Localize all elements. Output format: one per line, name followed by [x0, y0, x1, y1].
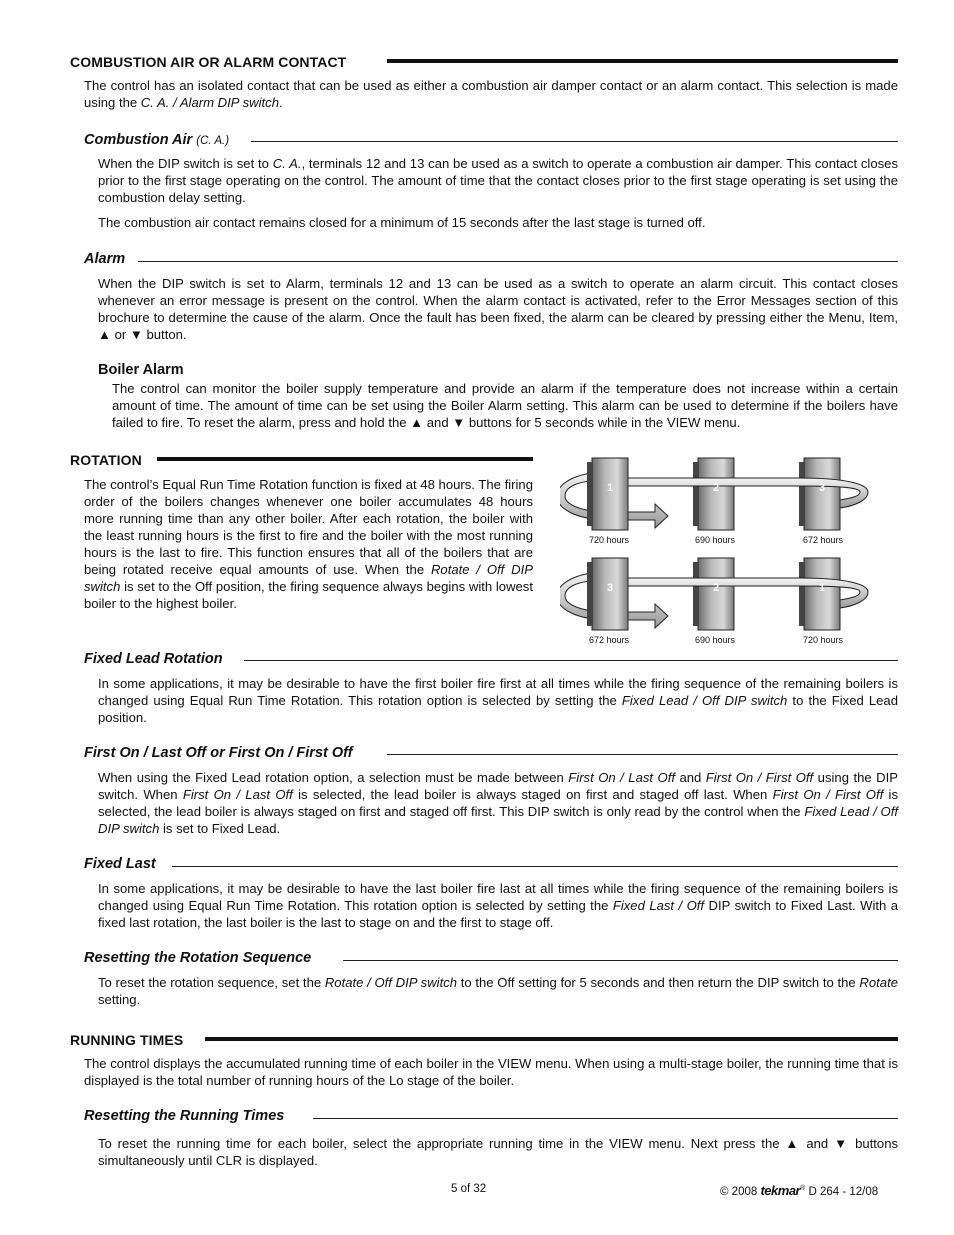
text-italic: Rotate / Off DIP switch	[324, 975, 458, 990]
paragraph-reset-running	[98, 1135, 898, 1169]
text: is set to the Off position, the firing sequence always begins with lowest boiler to the highest boiler.	[84, 579, 533, 611]
down-arrow-icon: ▼	[452, 415, 466, 430]
paragraph-running-times: The control displays the accumulated running time of each boiler in the VIEW menu. When using a multi-stage boiler, the running time that is displayed is the total number of running hours of the Lo stage of the boiler.	[84, 1056, 898, 1088]
registered-mark: ®	[800, 1185, 806, 1193]
section-heading-rotation: ROTATION	[70, 452, 142, 468]
boiler-number: 2	[712, 582, 720, 594]
text: (C. A.)	[196, 135, 230, 147]
text: and	[674, 770, 706, 785]
paragraph-combustion-air-1	[98, 155, 898, 206]
boiler-2	[698, 458, 734, 530]
boiler-number: 3	[606, 582, 614, 594]
text: In some applications, it may be desirable to have the last boiler fire last at all times while the firing sequence of the remaining boilers is changed using Equal Run Time Rotation. This rotation option is selected by setting the	[98, 881, 898, 913]
text: or	[110, 327, 130, 342]
text: is selected, the lead boiler is always staged on first and staged off last. When	[292, 787, 773, 802]
paragraph-reset-rotation	[98, 974, 898, 1008]
tekmar-logo: tekmar	[760, 1183, 801, 1198]
text: The control has an isolated contact that can be used as either a combustion air damper contact or an alarm contact. This selection is made using the	[84, 78, 898, 110]
text: button.	[142, 327, 187, 342]
text: To reset the rotation sequence, set the	[98, 975, 325, 990]
text-italic: First On / First Off	[705, 770, 814, 785]
rotation-diagram	[560, 452, 898, 650]
text: and	[423, 415, 453, 430]
text: to the Off setting for 5 seconds and then return the DIP switch to the	[457, 975, 860, 990]
text-italic: Fixed Lead / Off DIP switch	[98, 804, 898, 836]
rotation-bottom-row	[560, 558, 868, 645]
section-heading-running-times: RUNNING TIMES	[70, 1032, 184, 1048]
subheading-rule	[313, 1118, 898, 1119]
subheading-alarm: Alarm	[84, 251, 126, 267]
boiler-hours: 690 hours	[694, 635, 736, 645]
heading-rule	[205, 1037, 898, 1041]
page-number: 5 of 32	[451, 1183, 487, 1195]
boiler-number: 3	[818, 482, 826, 494]
heading-rule	[157, 457, 533, 461]
subheading-rule	[343, 960, 898, 961]
boiler-hours: 672 hours	[588, 635, 630, 645]
boiler-1-side	[587, 462, 593, 526]
copyright: © 2008	[720, 1186, 758, 1198]
document-code: D 264 - 12/08	[808, 1186, 879, 1198]
down-arrow-icon: ▼	[129, 327, 143, 342]
subheading-rule	[251, 141, 898, 142]
paragraph-first-on	[98, 769, 898, 837]
boiler-hours: 672 hours	[802, 535, 844, 545]
text: The control can monitor the boiler supply temperature and provide an alarm if the temperature does not increase within a certain amount of time. The amount of time can be set using the Boiler Alarm setting. This alarm can be used to determine if the boilers have failed to fire. To reset the alarm, press and hold the	[112, 381, 898, 430]
subheading-first-on: First On / Last Off or First On / First Off	[84, 745, 353, 761]
boiler-2	[698, 558, 734, 630]
text-italic: First On / First Off	[772, 787, 884, 802]
boiler-2-side	[693, 462, 699, 526]
boiler-hours: 690 hours	[694, 535, 736, 545]
text: setting.	[98, 992, 141, 1007]
subheading-boiler-alarm: Boiler Alarm	[98, 362, 184, 378]
section-heading-combustion: COMBUSTION AIR OR ALARM CONTACT	[70, 54, 347, 70]
paragraph-rotation	[84, 476, 533, 612]
text: to the Fixed Lead position.	[98, 693, 898, 725]
boiler-2-side	[693, 562, 699, 626]
text-italic: Rotate / Off DIP switch	[84, 562, 533, 594]
text: and	[800, 1136, 835, 1151]
boiler-number: 1	[818, 582, 826, 594]
text: , terminals 12 and 13 can be used as a switch to operate a combustion air damper. This contact closes prior to the first stage operating on the control. The amount of time that the contact closes prior to the first stage operating is set using the combustion delay setting.	[98, 156, 898, 205]
text: Combustion Air	[84, 132, 193, 148]
text: When using the Fixed Lead rotation option, a selection must be made between	[98, 770, 569, 785]
text: When the DIP switch is set to	[98, 156, 273, 171]
text: The control’s Equal Run Time Rotation function is fixed at 48 hours. The firing order of the boilers changes whenever one boiler accumulates 48 hours more running time than any other boiler. After each rotation, the boiler with the least running hours is the first to fire and the boiler with the most running hours is the last to fire. This function ensures that all of the boilers that are being rotated receive equal amounts of use. When the	[84, 477, 533, 577]
up-arrow-icon: ▲	[785, 1136, 801, 1151]
subheading-rule	[172, 866, 898, 867]
subheading-rule	[244, 660, 898, 661]
boiler-number: 1	[606, 482, 614, 494]
text: buttons for 5 seconds while in the VIEW menu.	[465, 415, 741, 430]
boiler-hours: 720 hours	[802, 635, 844, 645]
text-italic: Fixed Last / Off	[612, 898, 705, 913]
paragraph-alarm	[98, 275, 898, 343]
subheading-rule	[387, 754, 898, 755]
text: .	[279, 95, 283, 110]
text: DIP switch to Fixed Last. With a fixed last rotation, the last boiler is the last to stage on and the first to stage off.	[98, 898, 899, 930]
subheading-reset-running: Resetting the Running Times	[84, 1108, 285, 1124]
text-italic: First On / Last Off	[568, 770, 675, 785]
boiler-1	[592, 458, 628, 530]
heading-rule	[387, 59, 898, 63]
footer-brand-line	[720, 1183, 878, 1198]
subheading-reset-rotation: Resetting the Rotation Sequence	[84, 950, 312, 966]
text: When the DIP switch is set to Alarm, terminals 12 and 13 can be used as a switch to operate an alarm circuit. This contact closes whenever an error message is present on the control. When the alarm contact is activated, refer to the Error Messages section of this brochure to determine the cause of the alarm. Once the fault has been fixed, the alarm can be cleared by pressing either the Menu, Item,	[98, 276, 898, 325]
paragraph-combustion-air-2: The combustion air contact remains closed for a minimum of 15 seconds after the last stage is turned off.	[98, 215, 706, 230]
down-arrow-icon: ▼	[834, 1136, 850, 1151]
subheading-combustion-air	[84, 132, 229, 148]
up-arrow-icon: ▲	[98, 327, 111, 342]
text: In some applications, it may be desirable to have the first boiler fire first at all times while the firing sequence of the remaining boilers is changed using Equal Run Time Rotation. This rotation option is selected by setting the	[98, 676, 898, 708]
text-italic: First On / Last Off	[182, 787, 293, 802]
rotation-top-row	[560, 458, 868, 545]
text-italic: C. A.	[272, 156, 302, 171]
text: using the DIP switch. When	[98, 770, 898, 802]
boiler-3	[592, 558, 628, 630]
text: is set to Fixed Lead.	[159, 821, 281, 836]
text-italic: C. A. / Alarm DIP switch	[140, 95, 280, 110]
subheading-fixed-lead: Fixed Lead Rotation	[84, 651, 223, 667]
boiler-hours: 720 hours	[588, 535, 630, 545]
text: is selected, the lead boiler is always staged on first and staged off first. This DIP switch is only read by the control when the	[98, 787, 899, 819]
text-italic: Rotate	[859, 975, 898, 990]
text-italic: Fixed Lead / Off DIP switch	[621, 693, 788, 708]
paragraph-fixed-last	[98, 880, 898, 931]
boiler-3-side	[799, 462, 805, 526]
text: To reset the running time for each boiler, select the appropriate running time in the VIEW menu. Next press the	[98, 1136, 786, 1151]
boiler-3-side	[587, 562, 593, 626]
subheading-fixed-last: Fixed Last	[84, 856, 156, 872]
boiler-number: 2	[712, 482, 720, 494]
boiler-1	[804, 558, 840, 630]
subheading-rule	[138, 261, 898, 262]
up-arrow-icon: ▲	[410, 415, 424, 430]
boiler-3	[804, 458, 840, 530]
text: buttons simultaneously until CLR is displayed.	[98, 1136, 899, 1168]
paragraph-boiler-alarm	[112, 380, 898, 431]
paragraph-combustion-intro	[84, 77, 898, 111]
paragraph-fixed-lead	[98, 675, 898, 726]
boiler-1-side	[799, 562, 805, 626]
